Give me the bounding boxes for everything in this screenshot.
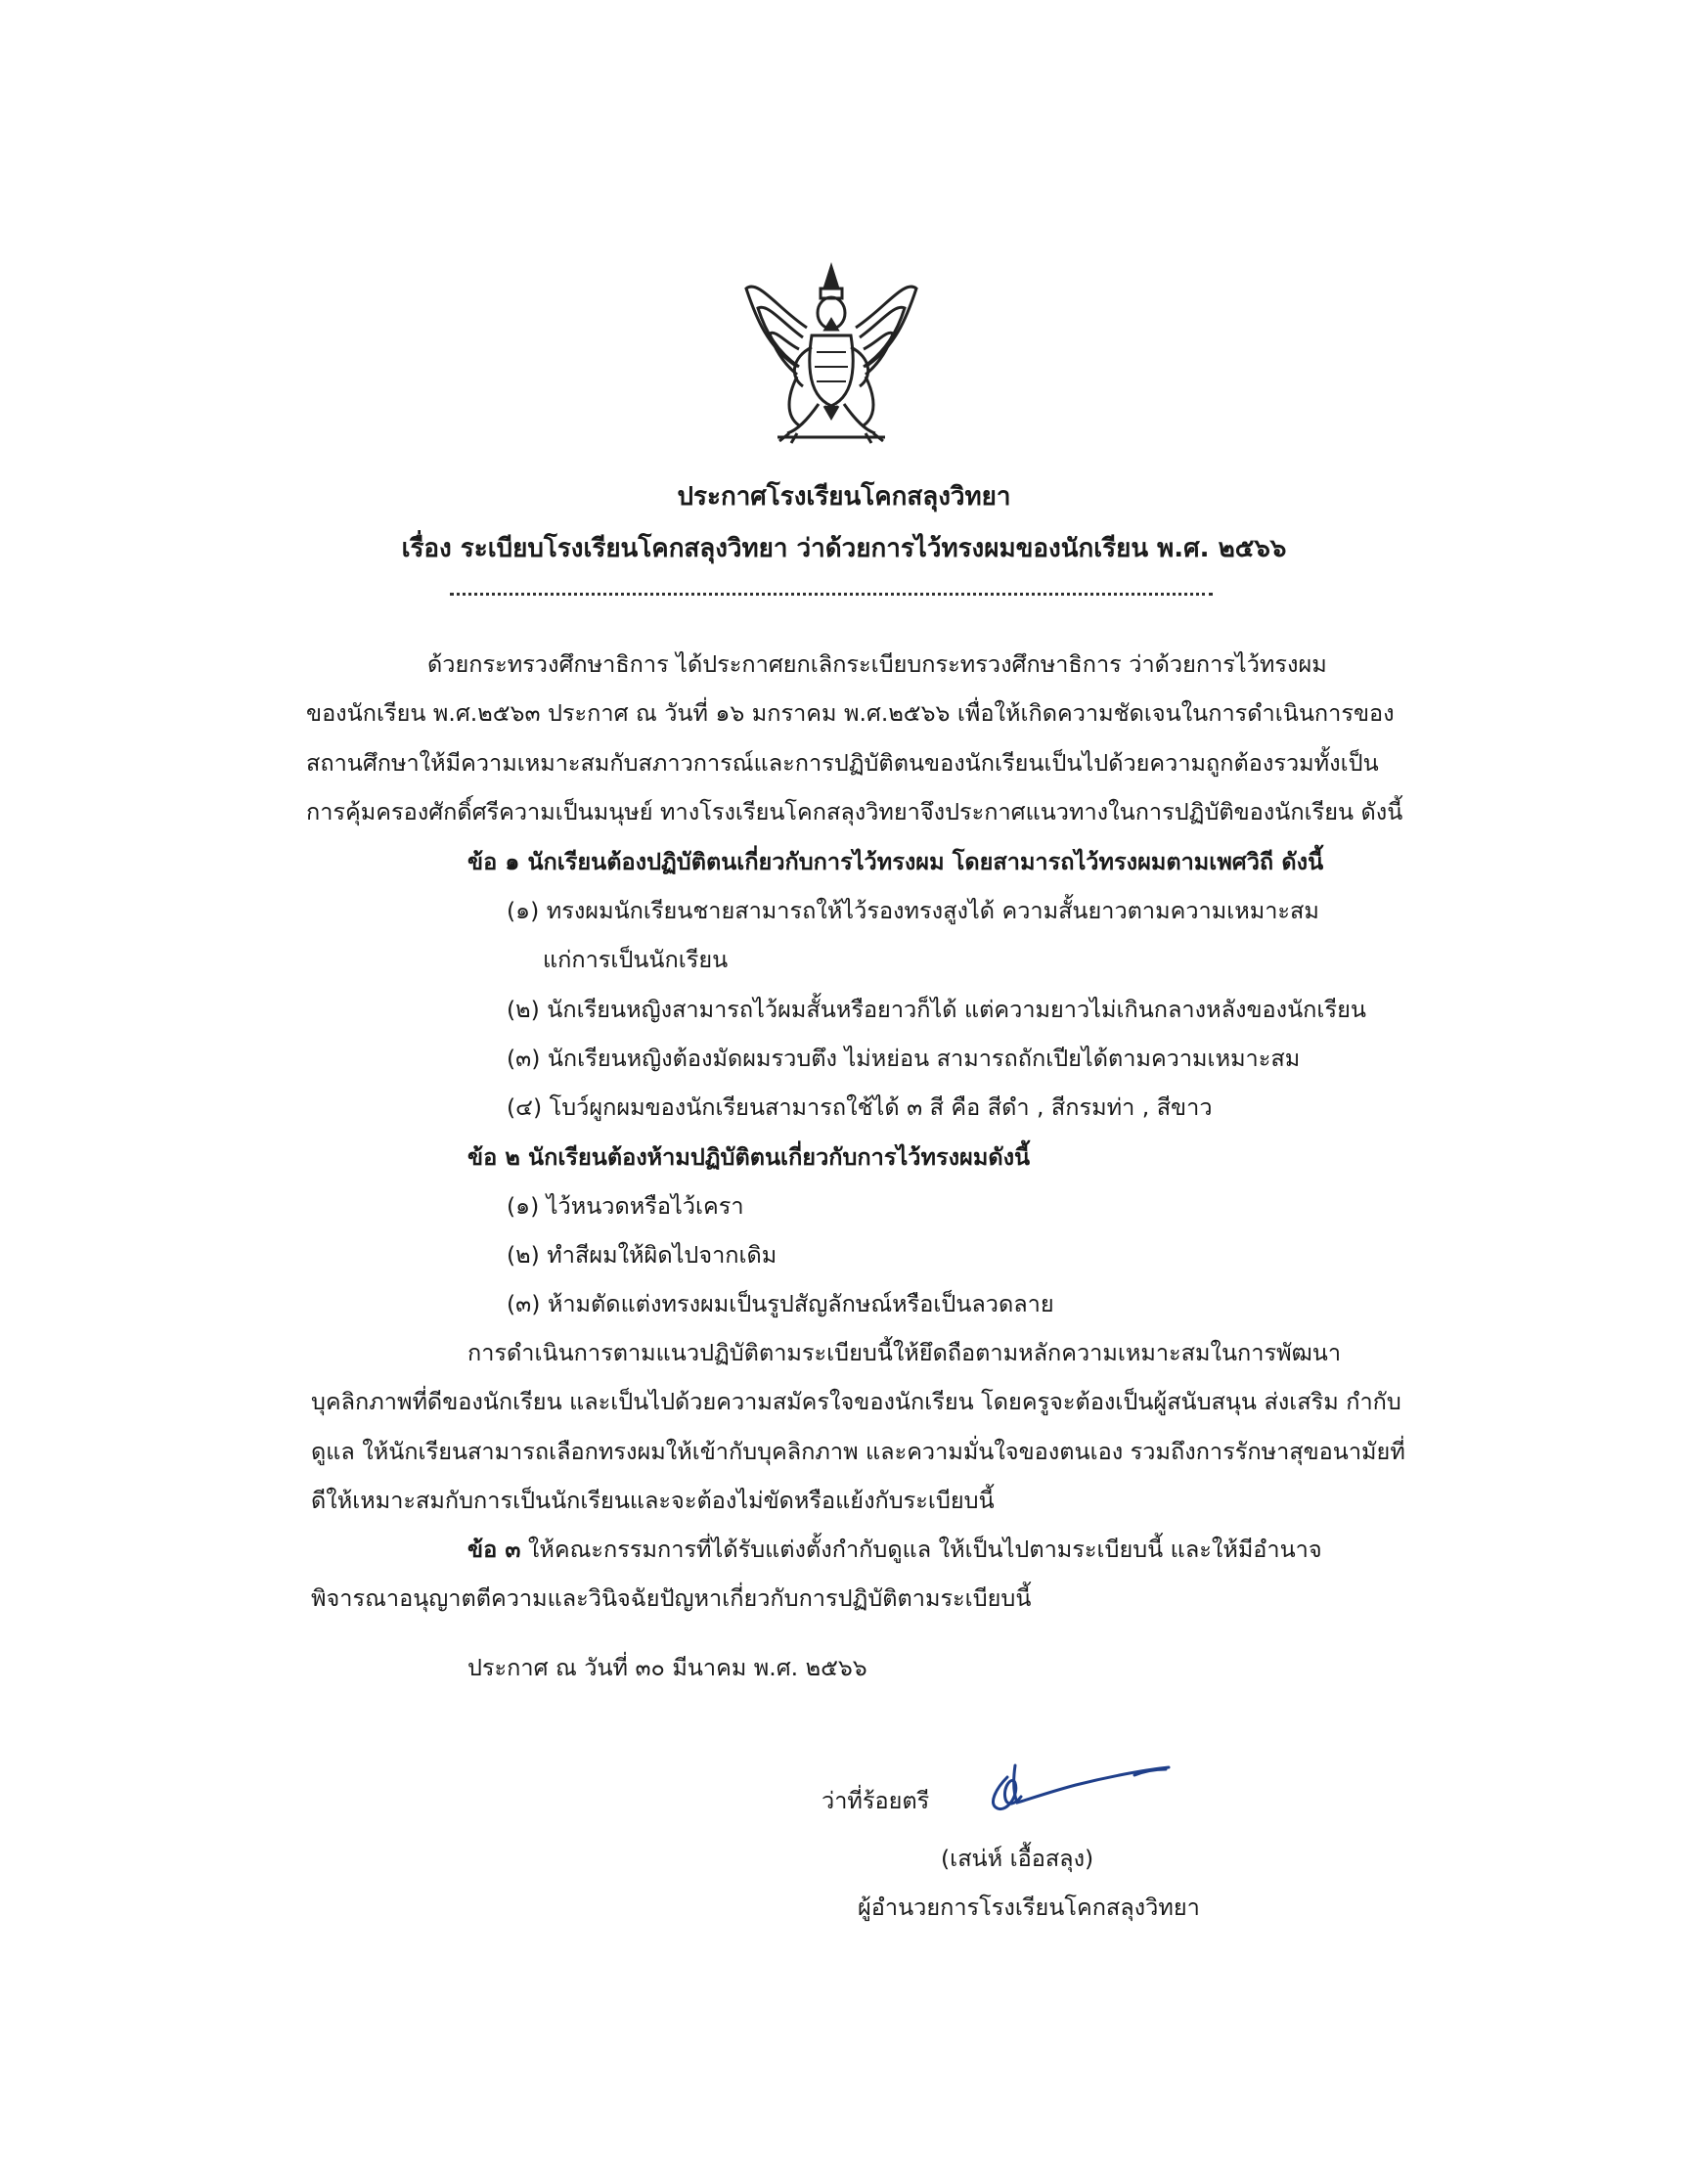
practice-line-1: การดำเนินการตามแนวปฏิบัติตามระเบียบนี้ให้ยึดถือตามหลักความเหมาะสมในการพัฒนา [467, 1339, 1342, 1366]
garuda-emblem-icon [738, 259, 924, 465]
clause-2-item: (๓) ห้ามตัดแต่งทรงผมเป็นรูปสัญลักษณ์หรือเป็นลวดลาย [507, 1290, 1054, 1317]
clause-1-heading: ข้อ ๑ นักเรียนต้องปฏิบัติตนเกี่ยวกับการไว้ทรงผม โดยสามารถไว้ทรงผมตามเพศวิถี ดังนี้ [467, 848, 1324, 875]
clause-2-item: (๑) ไว้หนวดหรือไว้เครา [507, 1192, 744, 1220]
clause-2-item: (๒) ทำสีผมให้ผิดไปจากเดิม [507, 1241, 777, 1269]
clause-3-text: ให้คณะกรรมการที่ได้รับแต่งตั้งกำกับดูแล ให้เป็นไปตามระเบียบนี้ และให้มีอำนาจ [520, 1536, 1322, 1563]
announcement-date: ประกาศ ณ วันที่ ๓๐ มีนาคม พ.ศ. ๒๕๖๖ [467, 1654, 867, 1681]
practice-line-3: ดูแล ให้นักเรียนสามารถเลือกทรงผมให้เข้ากับบุคลิกภาพ และความมั่นใจของตนเอง รวมถึงการรักษาสุขอนามัยที่ [311, 1438, 1405, 1465]
signer-name: (เสน่ห์ เอื้อสลุง) [941, 1845, 1094, 1872]
clause-1-item: (๓) นักเรียนหญิงต้องมัดผมรวบตึง ไม่หย่อน สามารถถักเปียได้ตามความเหมาะสม [507, 1045, 1301, 1072]
practice-line-4: ดีให้เหมาะสมกับการเป็นนักเรียนและจะต้องไม่ขัดหรือแย้งกับระเบียบนี้ [311, 1487, 995, 1514]
intro-line-4: การคุ้มครองศักดิ์ศรีความเป็นมนุษย์ ทางโรงเรียนโคกสลุงวิทยาจึงประกาศแนวทางในการปฏิบัติของนักเรียน ดังนี้ [306, 798, 1403, 825]
intro-line-1: ด้วยกระทรวงศึกษาธิการ ได้ประกาศยกเลิกระเบียบกระทรวงศึกษาธิการ ว่าด้วยการไว้ทรงผม [427, 650, 1327, 678]
clause-1-item: (๑) ทรงผมนักเรียนชายสามารถให้ไว้รองทรงสูงได้ ความสั้นยาวตามความเหมาะสม [507, 897, 1319, 924]
clause-3-label: ข้อ ๓ [467, 1536, 521, 1563]
dotted-divider [450, 593, 1213, 596]
handwritten-signature-icon [978, 1758, 1183, 1826]
clause-1-item: (๒) นักเรียนหญิงสามารถไว้ผมสั้นหรือยาวก็ได้ แต่ความยาวไม่เกินกลางหลังของนักเรียน [507, 996, 1366, 1023]
intro-line-3: สถานศึกษาให้มีความเหมาะสมกับสภาวการณ์และการปฏิบัติตนของนักเรียนเป็นไปด้วยความถูกต้องรวมทั้งเป็น [306, 749, 1379, 777]
clause-1-item: แก่การเป็นนักเรียน [543, 946, 729, 973]
intro-line-2: ของนักเรียน พ.ศ.๒๕๖๓ ประกาศ ณ วันที่ ๑๖ มกราคม พ.ศ.๒๕๖๖ เพื่อให้เกิดความชัดเจนในการดำเนินการของ [306, 699, 1395, 727]
announcement-title: ประกาศโรงเรียนโคกสลุงวิทยา [677, 482, 1011, 512]
clause-3-line-2: พิจารณาอนุญาตตีความและวินิจฉัยปัญหาเกี่ยวกับการปฏิบัติตามระเบียบนี้ [311, 1584, 1032, 1612]
signer-position: ผู้อำนวยการโรงเรียนโคกสลุงวิทยา [858, 1894, 1200, 1921]
clause-3-line-1 [467, 1538, 1322, 1562]
signer-rank: ว่าที่ร้อยตรี [822, 1787, 930, 1814]
practice-line-2: บุคลิกภาพที่ดีของนักเรียน และเป็นไปด้วยความสมัครใจของนักเรียน โดยครูจะต้องเป็นผู้สนับสนุน ส่งเสริม กำกับ [311, 1388, 1401, 1415]
clause-2-heading: ข้อ ๒ นักเรียนต้องห้ามปฏิบัติตนเกี่ยวกับการไว้ทรงผมดังนี้ [467, 1143, 1031, 1171]
announcement-subject: เรื่อง ระเบียบโรงเรียนโคกสลุงวิทยา ว่าด้วยการไว้ทรงผมของนักเรียน พ.ศ. ๒๕๖๖ [401, 534, 1287, 563]
clause-1-item: (๔) โบว์ผูกผมของนักเรียนสามารถใช้ได้ ๓ สี คือ สีดำ , สีกรมท่า , สีขาว [507, 1093, 1213, 1121]
